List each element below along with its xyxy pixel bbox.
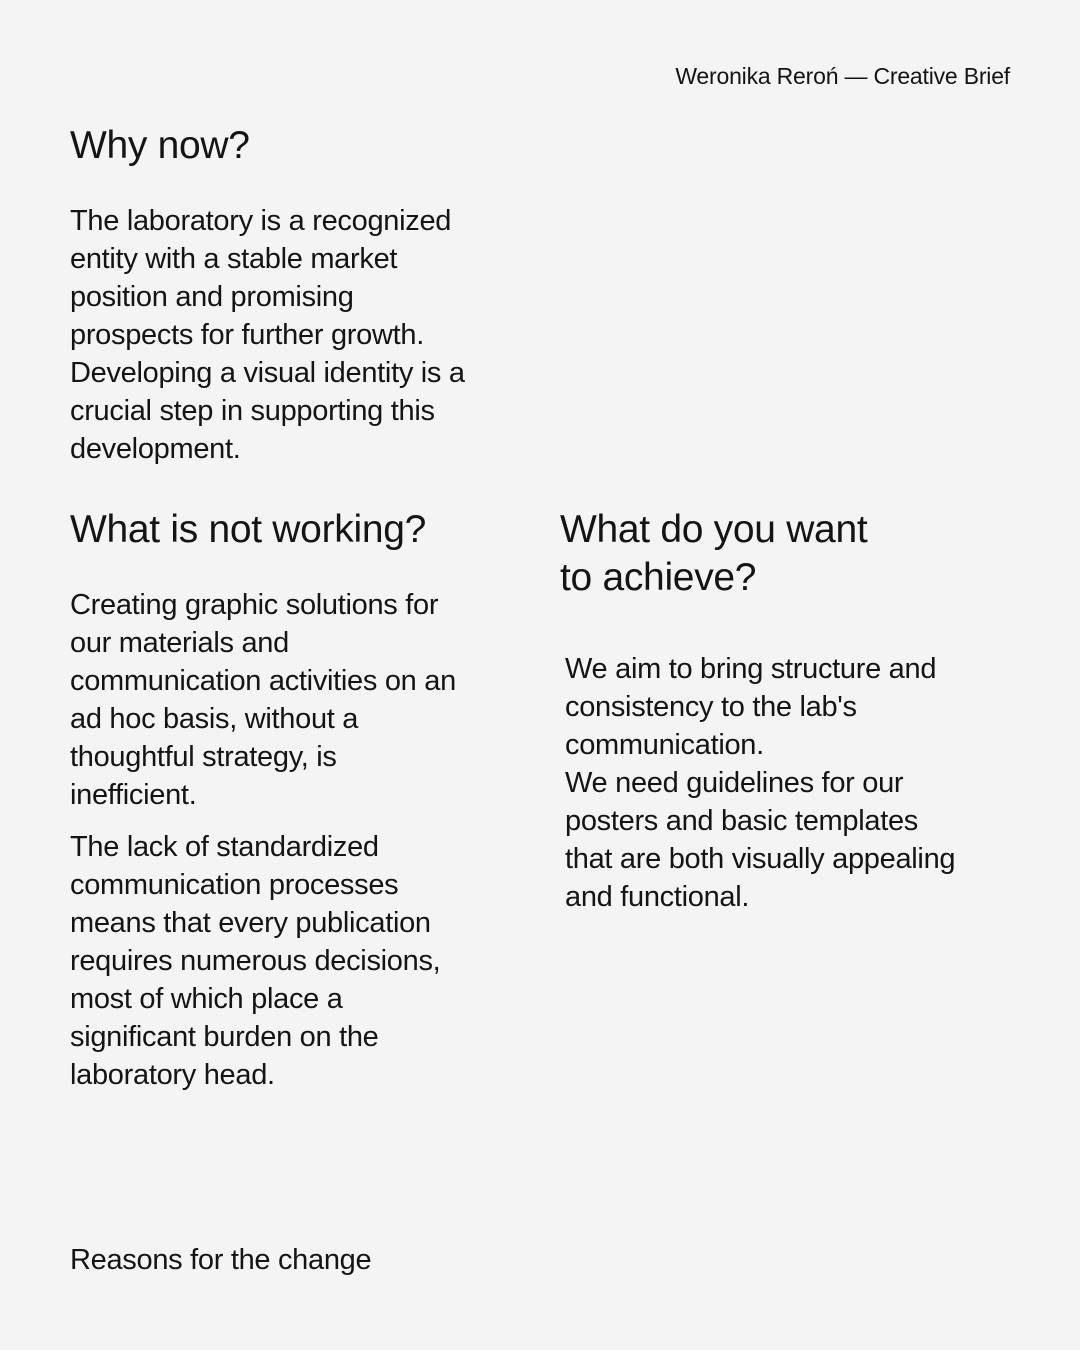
achieve-heading: [560, 506, 867, 602]
text-line: ad hoc basis, without a: [70, 703, 359, 735]
not-working-paragraph-2: [70, 828, 440, 1094]
text-line: our materials and: [70, 627, 289, 659]
footer-label: Reasons for the change: [70, 1244, 372, 1276]
text-line: Developing a visual identity is a: [70, 357, 465, 389]
text-line: communication.: [565, 729, 764, 761]
text-line: means that every publication: [70, 907, 431, 939]
heading-line: to achieve?: [560, 556, 757, 599]
text-line: We need guidelines for our: [565, 767, 904, 799]
text-line: posters and basic templates: [565, 805, 918, 837]
text-line: consistency to the lab's: [565, 691, 857, 723]
text-line: most of which place a: [70, 983, 343, 1015]
text-line: crucial step in supporting this: [70, 395, 435, 427]
text-line: position and promising: [70, 281, 354, 313]
text-line: and functional.: [565, 881, 750, 913]
text-line: prospects for further growth.: [70, 319, 424, 351]
text-line: significant burden on the: [70, 1021, 379, 1053]
text-line: development.: [70, 433, 241, 465]
not-working-paragraph-1: [70, 586, 456, 814]
text-line: inefficient.: [70, 779, 197, 811]
text-line: requires numerous decisions,: [70, 945, 441, 977]
header-credit: Weronika Reroń — Creative Brief: [675, 63, 1010, 89]
text-line: The lack of standardized: [70, 831, 379, 863]
why-now-body: [70, 202, 465, 468]
text-line: communication processes: [70, 869, 399, 901]
text-line: entity with a stable market: [70, 243, 398, 275]
achieve-body: [565, 650, 955, 916]
why-now-heading: Why now?: [70, 124, 250, 167]
text-line: We aim to bring structure and: [565, 653, 937, 685]
text-line: thoughtful strategy, is: [70, 741, 337, 773]
text-line: Creating graphic solutions for: [70, 589, 439, 621]
not-working-heading: What is not working?: [70, 508, 426, 551]
text-line: communication activities on an: [70, 665, 456, 697]
text-line: laboratory head.: [70, 1059, 275, 1091]
heading-line: What do you want: [560, 508, 868, 551]
text-line: that are both visually appealing: [565, 843, 956, 875]
text-line: The laboratory is a recognized: [70, 205, 452, 237]
